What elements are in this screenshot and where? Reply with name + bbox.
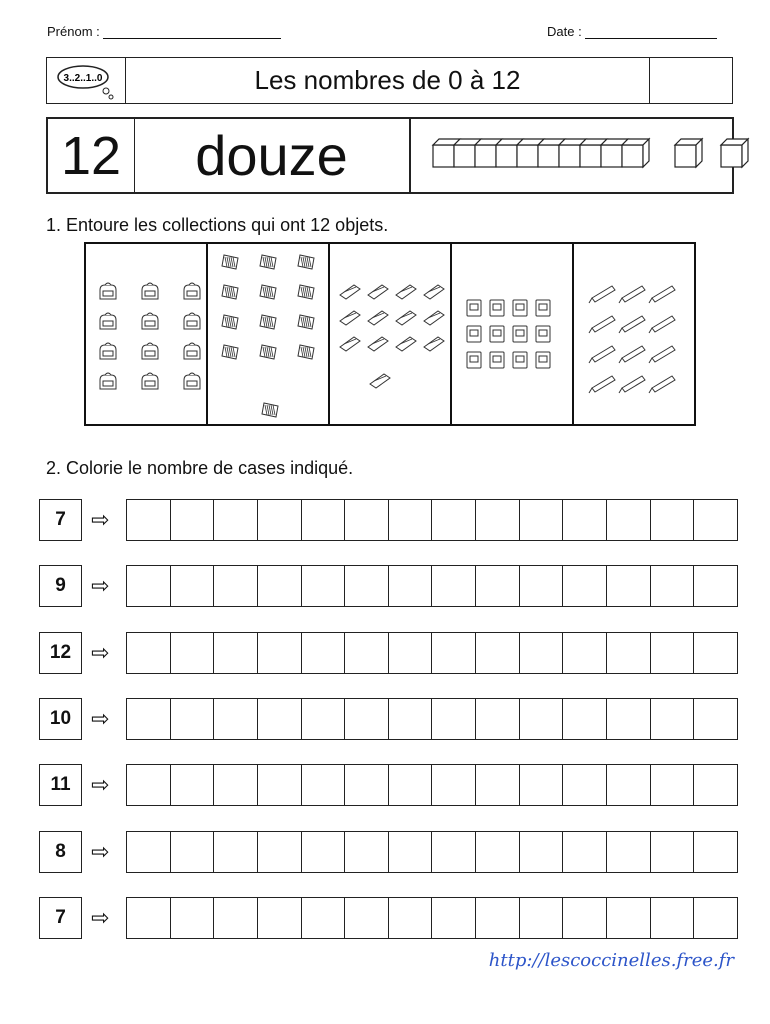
- color-box[interactable]: [345, 832, 389, 872]
- color-box[interactable]: [258, 633, 302, 673]
- color-box[interactable]: [389, 699, 433, 739]
- target-number: 11: [39, 764, 82, 806]
- date-field[interactable]: [547, 24, 717, 39]
- color-row: [39, 764, 739, 806]
- schoolbag-icon: [184, 313, 200, 329]
- color-row: [39, 897, 739, 939]
- ten-rod-icon: [433, 139, 649, 167]
- color-box[interactable]: [214, 898, 258, 938]
- title-blank-cell: [649, 58, 732, 103]
- color-box[interactable]: [258, 832, 302, 872]
- right-arrow-icon: ⇨: [91, 905, 110, 930]
- box-grid: [126, 831, 738, 873]
- color-box[interactable]: [563, 765, 607, 805]
- schoolbag-icon: [142, 283, 158, 299]
- color-row: [39, 831, 739, 873]
- right-arrow-icon: ⇨: [91, 772, 110, 797]
- color-box[interactable]: [389, 500, 433, 540]
- color-box[interactable]: [171, 633, 215, 673]
- pencil-icon: [619, 316, 645, 333]
- color-box[interactable]: [258, 765, 302, 805]
- color-box[interactable]: [302, 898, 346, 938]
- schoolbag-icon: [184, 283, 200, 299]
- notebook-icon: [513, 326, 527, 342]
- color-box[interactable]: [345, 699, 389, 739]
- notebook-icon: [490, 326, 504, 342]
- eraser-icon: [424, 285, 444, 299]
- collection-cell[interactable]: [330, 244, 452, 424]
- color-box[interactable]: [389, 832, 433, 872]
- prenom-field[interactable]: [47, 24, 281, 39]
- pencil-case-icon: [260, 255, 276, 269]
- color-box[interactable]: [389, 633, 433, 673]
- eraser-icon: [396, 337, 416, 351]
- exercise1-instruction: 1. Entoure les collections qui ont 12 objets.: [46, 215, 389, 235]
- base-ten-blocks: [409, 119, 732, 192]
- color-box[interactable]: [214, 699, 258, 739]
- pencil-case-icon: [298, 315, 314, 329]
- color-box[interactable]: [389, 898, 433, 938]
- color-box[interactable]: [302, 832, 346, 872]
- color-box[interactable]: [345, 500, 389, 540]
- color-box[interactable]: [389, 566, 433, 606]
- right-arrow-icon: ⇨: [91, 573, 110, 598]
- color-box[interactable]: [607, 566, 651, 606]
- color-box[interactable]: [520, 500, 564, 540]
- notebook-icon: [513, 352, 527, 368]
- pencil-icon: [589, 376, 615, 393]
- eraser-icon: [368, 337, 388, 351]
- color-box[interactable]: [563, 699, 607, 739]
- color-box[interactable]: [127, 500, 171, 540]
- color-row: [39, 632, 739, 674]
- notebook-icon: [467, 326, 481, 342]
- color-box[interactable]: [607, 765, 651, 805]
- pencil-case-icon: [222, 345, 238, 359]
- title-box: [46, 57, 733, 104]
- color-box[interactable]: [345, 765, 389, 805]
- color-box[interactable]: [214, 765, 258, 805]
- color-box[interactable]: [258, 566, 302, 606]
- color-box[interactable]: [214, 500, 258, 540]
- color-box[interactable]: [127, 699, 171, 739]
- color-box[interactable]: [520, 765, 564, 805]
- color-box[interactable]: [432, 898, 476, 938]
- box-grid: [126, 698, 738, 740]
- schoolbag-icon: [100, 343, 116, 359]
- pencil-case-icon: [298, 345, 314, 359]
- color-box[interactable]: [520, 699, 564, 739]
- color-box[interactable]: [127, 765, 171, 805]
- box-grid: [126, 565, 738, 607]
- color-box[interactable]: [563, 633, 607, 673]
- right-arrow-icon: ⇨: [91, 706, 110, 731]
- schoolbag-icon: [184, 343, 200, 359]
- notebook-icon: [490, 352, 504, 368]
- target-number: 7: [39, 499, 82, 541]
- color-box[interactable]: [258, 898, 302, 938]
- color-box[interactable]: [302, 765, 346, 805]
- right-arrow-icon: ⇨: [91, 507, 110, 532]
- logo-text: 3..2..1..0: [63, 73, 103, 84]
- collection-cell[interactable]: [574, 244, 694, 424]
- color-box[interactable]: [563, 500, 607, 540]
- color-box[interactable]: [345, 566, 389, 606]
- pencil-case-icon: [298, 285, 314, 299]
- eraser-icon: [340, 311, 360, 325]
- target-number: 9: [39, 565, 82, 607]
- color-box[interactable]: [432, 832, 476, 872]
- collection-cell[interactable]: [86, 244, 208, 424]
- unit-cube-icon: [675, 139, 702, 167]
- target-number: 10: [39, 698, 82, 740]
- notebook-icon: [513, 300, 527, 316]
- color-row: [39, 565, 739, 607]
- number-box: [46, 117, 734, 194]
- schoolbag-icon: [100, 283, 116, 299]
- schoolbag-icon: [142, 343, 158, 359]
- color-row: [39, 499, 739, 541]
- pencil-icon: [619, 286, 645, 303]
- target-number: 7: [39, 897, 82, 939]
- color-box[interactable]: [563, 566, 607, 606]
- eraser-icon: [340, 337, 360, 351]
- color-box[interactable]: [694, 898, 737, 938]
- color-box[interactable]: [694, 566, 737, 606]
- schoolbag-icon: [142, 373, 158, 389]
- color-box[interactable]: [694, 832, 737, 872]
- color-box[interactable]: [520, 898, 564, 938]
- color-box[interactable]: [651, 832, 695, 872]
- pencil-icon: [649, 376, 675, 393]
- color-box[interactable]: [127, 633, 171, 673]
- pencil-case-icon: [262, 403, 278, 417]
- countdown-logo-icon: [47, 58, 126, 103]
- color-box[interactable]: [258, 699, 302, 739]
- notebook-icon: [467, 300, 481, 316]
- color-box[interactable]: [694, 500, 737, 540]
- pencil-icon: [589, 346, 615, 363]
- color-box[interactable]: [214, 633, 258, 673]
- notebook-icon: [536, 300, 550, 316]
- color-box[interactable]: [171, 500, 215, 540]
- right-arrow-icon: ⇨: [91, 839, 110, 864]
- prenom-line[interactable]: [103, 26, 281, 39]
- schoolbag-icon: [184, 373, 200, 389]
- color-box[interactable]: [214, 832, 258, 872]
- color-box[interactable]: [432, 566, 476, 606]
- color-box[interactable]: [476, 832, 520, 872]
- pencil-icon: [649, 316, 675, 333]
- color-box[interactable]: [432, 699, 476, 739]
- color-box[interactable]: [171, 765, 215, 805]
- schoolbag-icon: [100, 313, 116, 329]
- color-box[interactable]: [651, 500, 695, 540]
- color-box[interactable]: [302, 699, 346, 739]
- eraser-icon: [424, 311, 444, 325]
- prenom-label: Prénom :: [47, 24, 100, 39]
- color-box[interactable]: [694, 633, 737, 673]
- notebook-icon: [467, 352, 481, 368]
- color-row: [39, 698, 739, 740]
- color-box[interactable]: [563, 898, 607, 938]
- pencil-case-icon: [222, 255, 238, 269]
- collection-cell[interactable]: [208, 244, 330, 424]
- pencil-icon: [649, 286, 675, 303]
- color-box[interactable]: [432, 500, 476, 540]
- color-box[interactable]: [258, 500, 302, 540]
- eraser-icon: [368, 311, 388, 325]
- color-box[interactable]: [345, 898, 389, 938]
- color-box[interactable]: [127, 566, 171, 606]
- page-title: Les nombres de 0 à 12: [254, 65, 521, 95]
- pencil-case-icon: [260, 285, 276, 299]
- color-box[interactable]: [171, 699, 215, 739]
- pencil-case-icon: [222, 315, 238, 329]
- website-link[interactable]: http://lescoccinelles.free.fr: [488, 950, 734, 971]
- eraser-icon: [424, 337, 444, 351]
- color-box[interactable]: [171, 566, 215, 606]
- color-box[interactable]: [476, 898, 520, 938]
- pencil-icon: [589, 316, 615, 333]
- color-box[interactable]: [607, 500, 651, 540]
- notebook-icon: [536, 352, 550, 368]
- color-box[interactable]: [127, 898, 171, 938]
- pencil-case-icon: [260, 345, 276, 359]
- color-box[interactable]: [432, 765, 476, 805]
- color-box[interactable]: [563, 832, 607, 872]
- pencil-icon: [619, 376, 645, 393]
- color-box[interactable]: [520, 832, 564, 872]
- color-box[interactable]: [432, 633, 476, 673]
- color-box[interactable]: [520, 566, 564, 606]
- color-box[interactable]: [476, 500, 520, 540]
- pencil-case-icon: [260, 315, 276, 329]
- schoolbag-icon: [100, 373, 116, 389]
- eraser-icon: [368, 285, 388, 299]
- color-box[interactable]: [694, 699, 737, 739]
- color-box[interactable]: [476, 566, 520, 606]
- color-box[interactable]: [520, 633, 564, 673]
- color-box[interactable]: [651, 898, 695, 938]
- eraser-icon: [396, 311, 416, 325]
- target-number: 12: [39, 632, 82, 674]
- color-box[interactable]: [171, 832, 215, 872]
- notebook-icon: [490, 300, 504, 316]
- color-box[interactable]: [345, 633, 389, 673]
- color-box[interactable]: [476, 633, 520, 673]
- color-box[interactable]: [607, 699, 651, 739]
- target-number: 8: [39, 831, 82, 873]
- number-word: douze: [134, 119, 411, 192]
- date-line[interactable]: [585, 26, 717, 39]
- eraser-icon: [340, 285, 360, 299]
- date-label: Date :: [547, 24, 582, 39]
- color-box[interactable]: [302, 500, 346, 540]
- color-box[interactable]: [651, 566, 695, 606]
- exercise2-instruction: 2. Colorie le nombre de cases indiqué.: [46, 458, 354, 478]
- box-grid: [126, 499, 738, 541]
- pencil-icon: [619, 346, 645, 363]
- pencil-icon: [589, 286, 615, 303]
- box-grid: [126, 632, 738, 674]
- color-box[interactable]: [389, 765, 433, 805]
- color-box[interactable]: [694, 765, 737, 805]
- number-digits: 12: [48, 119, 135, 192]
- unit-cube-icon: [721, 139, 748, 167]
- eraser-icon: [370, 374, 390, 388]
- color-box[interactable]: [214, 566, 258, 606]
- schoolbag-icon: [142, 313, 158, 329]
- color-box[interactable]: [607, 832, 651, 872]
- color-box[interactable]: [127, 832, 171, 872]
- notebook-icon: [536, 326, 550, 342]
- right-arrow-icon: ⇨: [91, 640, 110, 665]
- color-box[interactable]: [302, 633, 346, 673]
- pencil-icon: [649, 346, 675, 363]
- color-box[interactable]: [171, 898, 215, 938]
- color-box[interactable]: [607, 633, 651, 673]
- color-box[interactable]: [476, 699, 520, 739]
- pencil-case-icon: [298, 255, 314, 269]
- collections-table: [84, 242, 696, 426]
- box-grid: [126, 764, 738, 806]
- collection-cell[interactable]: [452, 244, 574, 424]
- eraser-icon: [396, 285, 416, 299]
- pencil-case-icon: [222, 285, 238, 299]
- color-box[interactable]: [302, 566, 346, 606]
- color-box[interactable]: [651, 765, 695, 805]
- color-box[interactable]: [651, 633, 695, 673]
- color-box[interactable]: [651, 699, 695, 739]
- box-grid: [126, 897, 738, 939]
- color-box[interactable]: [476, 765, 520, 805]
- color-box[interactable]: [607, 898, 651, 938]
